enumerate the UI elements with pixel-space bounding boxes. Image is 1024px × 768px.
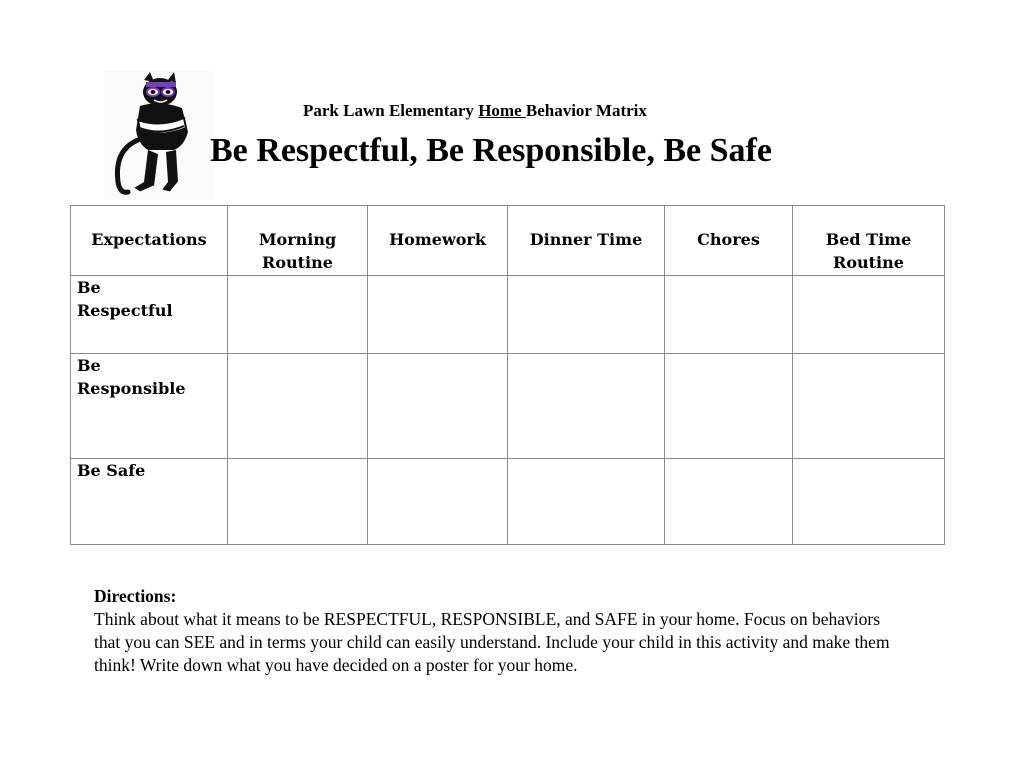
matrix-cell[interactable] [508, 354, 665, 459]
matrix-cell[interactable] [793, 276, 945, 354]
matrix-cell[interactable] [368, 354, 508, 459]
matrix-cell[interactable] [508, 459, 665, 545]
matrix-cell[interactable] [228, 459, 368, 545]
matrix-cell[interactable] [368, 459, 508, 545]
matrix-cell[interactable] [665, 354, 793, 459]
row-label: Be Responsible [71, 354, 228, 459]
matrix-cell[interactable] [368, 276, 508, 354]
column-header: Morning Routine [228, 206, 368, 276]
row-label: Be Safe [71, 459, 228, 545]
column-header: Bed Time Routine [793, 206, 945, 276]
panther-mascot-icon [104, 70, 214, 200]
table-row [71, 354, 945, 459]
matrix-cell[interactable] [793, 354, 945, 459]
directions-heading: Directions: [94, 586, 177, 606]
table-row [71, 459, 945, 545]
directions-body: Think about what it means to be RESPECTFUL, RESPONSIBLE, and SAFE in your home. Focus on behaviors that you can SEE and in terms your child can easily understand. Include your child in this activity and make them think! Write down what you have decided on a poster for your home. [94, 609, 890, 675]
subtitle-prefix: Park Lawn Elementary [303, 101, 479, 120]
subtitle-suffix: Behavior Matrix [525, 101, 647, 120]
page-title: Be Respectful, Be Responsible, Be Safe [210, 132, 772, 169]
table-header-row [71, 206, 945, 276]
column-header: Dinner Time [508, 206, 665, 276]
row-label: Be Respectful [71, 276, 228, 354]
behavior-matrix-table [70, 205, 945, 545]
matrix-cell[interactable] [228, 276, 368, 354]
school-subtitle [303, 101, 647, 121]
column-header: Homework [368, 206, 508, 276]
matrix-cell[interactable] [228, 354, 368, 459]
column-header: Chores [665, 206, 793, 276]
matrix-cell[interactable] [508, 276, 665, 354]
subtitle-underlined-word: Home [478, 101, 526, 120]
matrix-cell[interactable] [793, 459, 945, 545]
matrix-cell[interactable] [665, 459, 793, 545]
column-header: Expectations [71, 206, 228, 276]
table-row [71, 276, 945, 354]
directions-section [94, 585, 894, 677]
matrix-cell[interactable] [665, 276, 793, 354]
